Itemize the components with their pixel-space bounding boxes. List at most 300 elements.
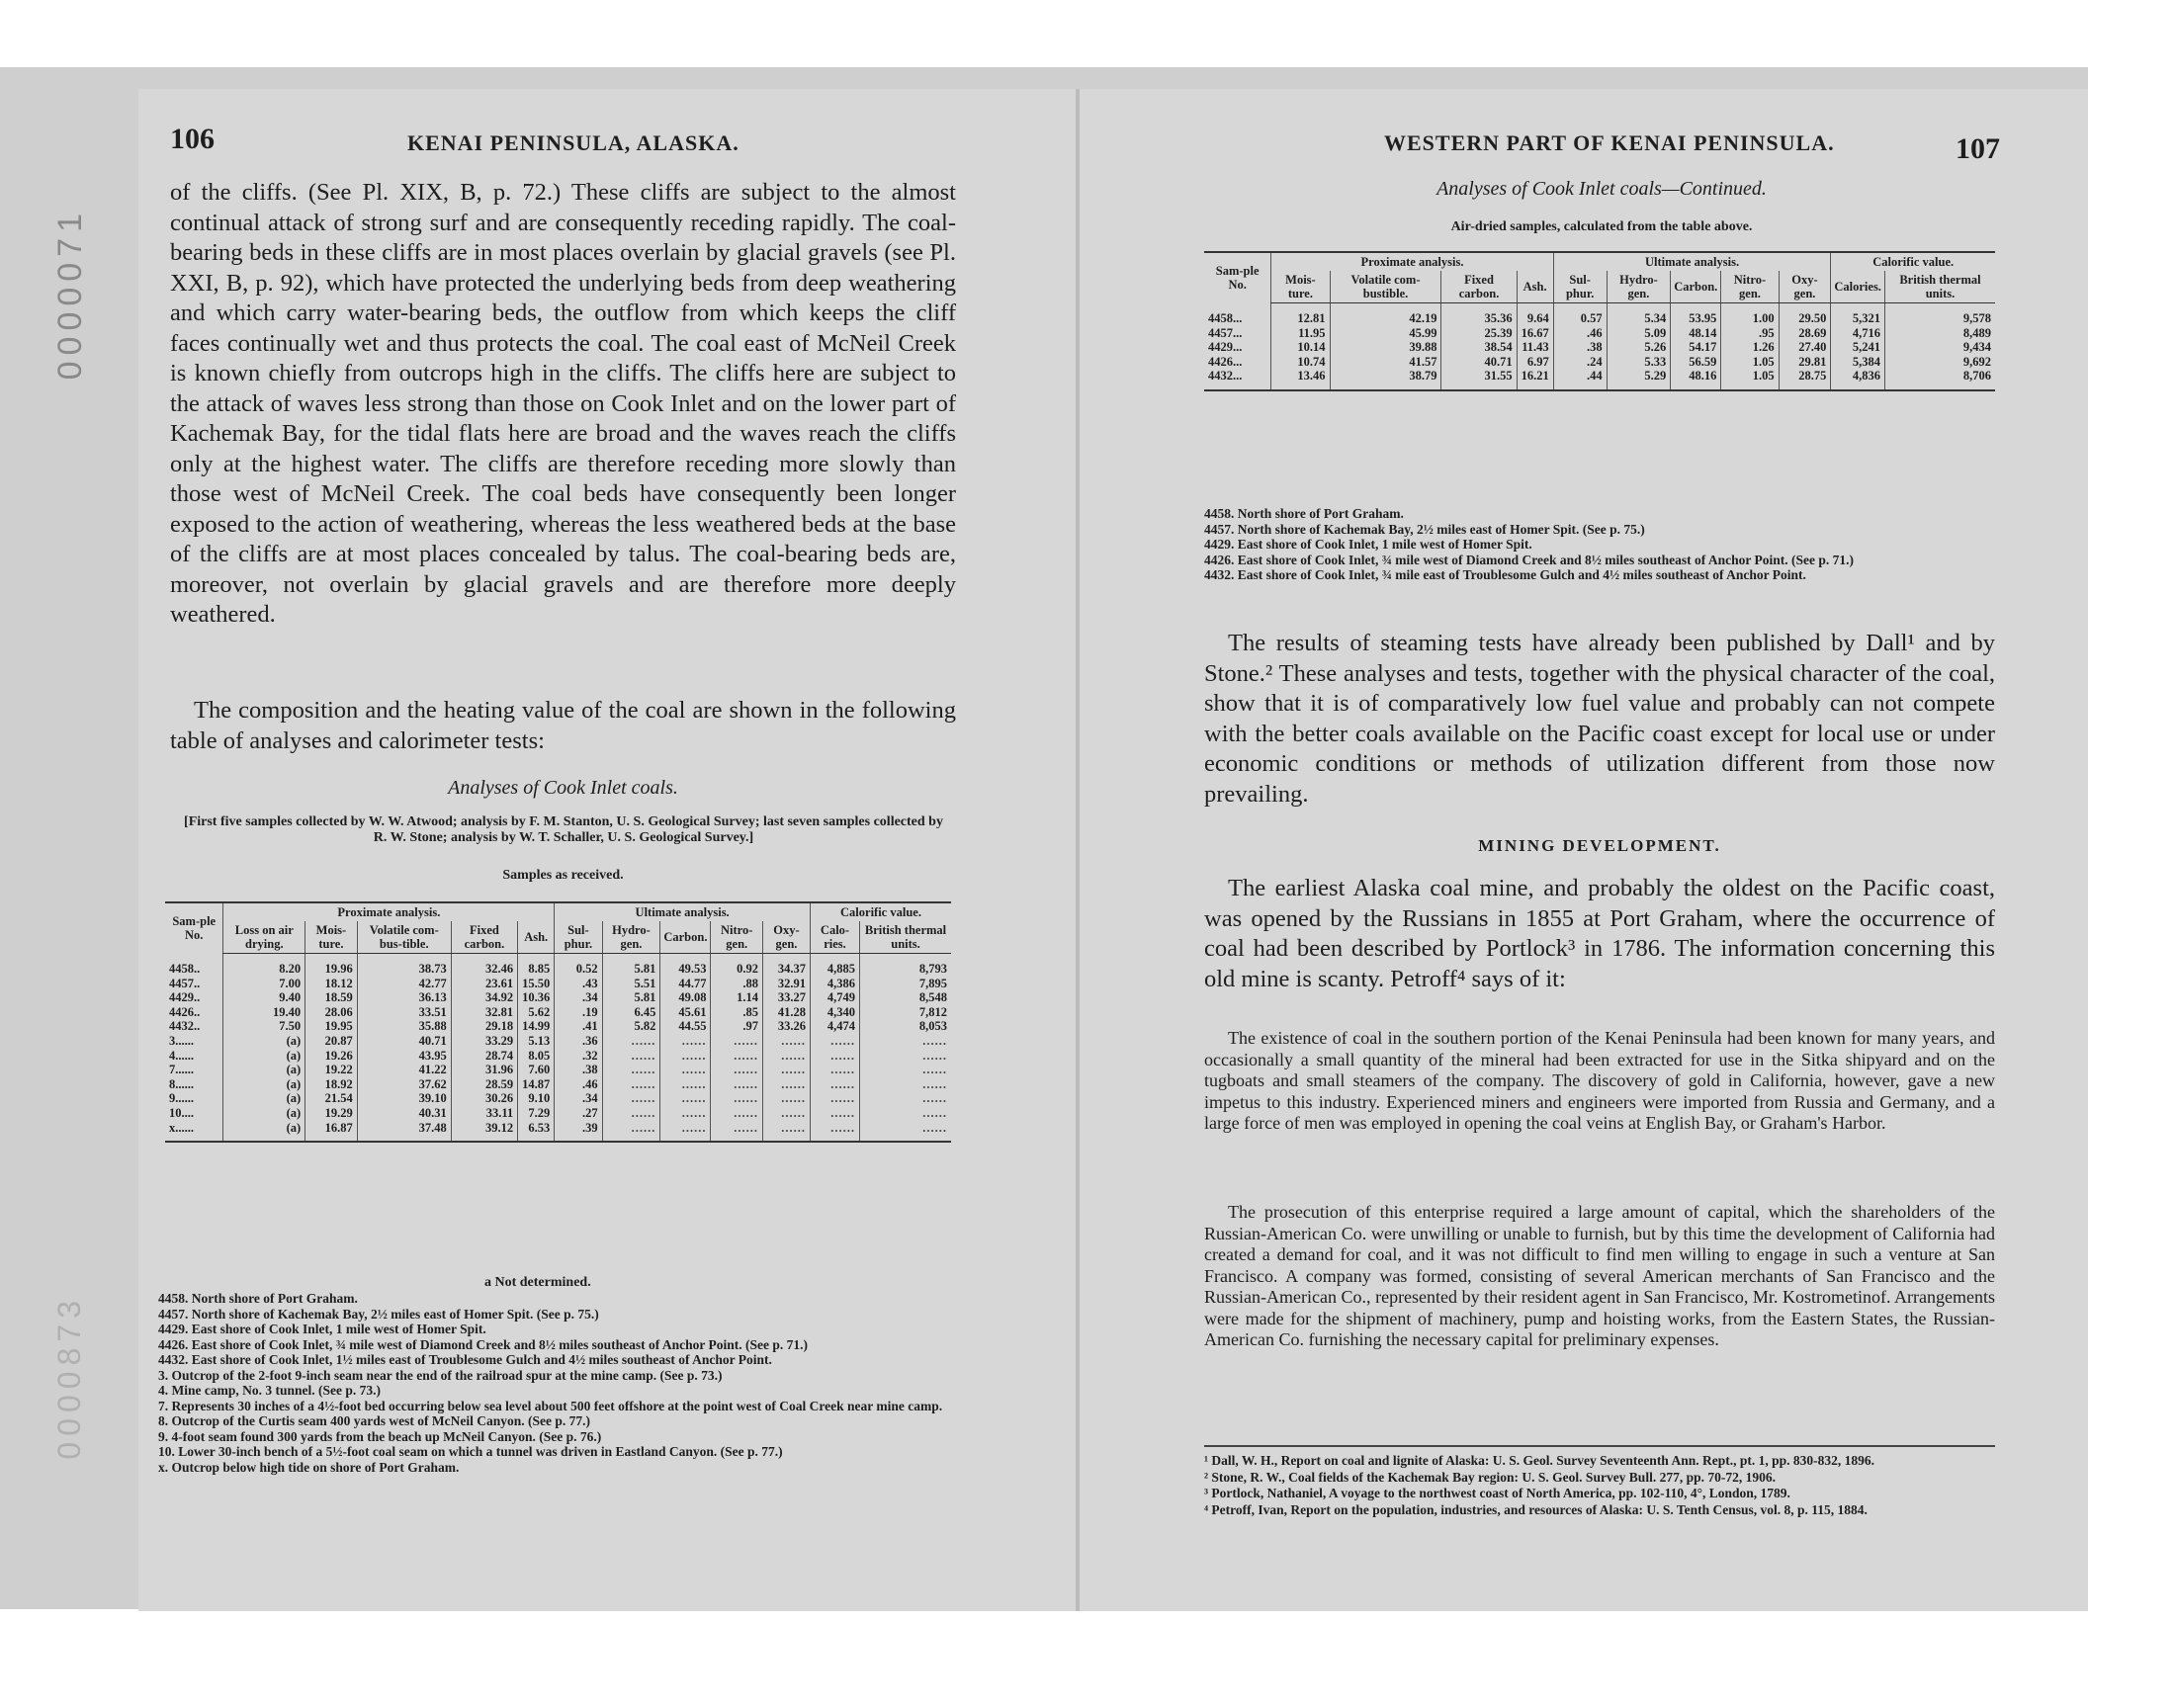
table-row — [1204, 369, 1995, 390]
sample-number-cell: 10.... — [169, 1105, 194, 1120]
table-cell: 8,053 — [860, 1019, 951, 1034]
group-header-calorific: Calorific value. — [810, 902, 951, 921]
table-cell: 0.52 — [555, 954, 602, 977]
table-cell: ...... — [660, 1121, 711, 1143]
table-cell: ...... — [762, 1106, 810, 1121]
quote-paragraph-2: The prosecution of this enterprise required a large amount of capital, which the shareholders of the Russian-American Co. were unwilling or unable to furnish, but by this time the development of California had created a demand for coal, and it was not difficult to find men willing to engage in such a venture at San Francisco. A company was formed, consisting of several American merchants of San Francisco and the Russian-American Co., represented by their resident agent in San Francisco, Mr. Kostrometinof. Arrangements were made for the shipment of machinery, pump and hoisting works, from the Eastern States, the Russian-American Co. furnishing the necessary capital for preliminary expenses. — [1204, 1202, 1995, 1349]
table-cell: 4,474 — [810, 1019, 859, 1034]
table-cell: 1.26 — [1721, 340, 1779, 355]
sample-number-cell: 4429... — [1208, 340, 1243, 355]
table-cell: (a) — [223, 1106, 305, 1121]
table-cell: 33.51 — [357, 1005, 451, 1020]
table-cell: 31.96 — [451, 1063, 517, 1077]
table-cell: 33.11 — [451, 1106, 517, 1121]
table-cell: ...... — [762, 1049, 810, 1064]
table-cell: ...... — [660, 1077, 711, 1092]
table-cell: 30.26 — [451, 1091, 517, 1106]
left-table-note: [First five samples collected by W. W. Atwood; analysis by F. M. Stanton, U. S. Geological Survey; last seven samples collected by R. W. Stone; analysis by W. T. Schaller, U. S. Geological Survey.] — [184, 814, 943, 845]
table-row — [165, 1019, 951, 1034]
table-cell: 11.43 — [1517, 340, 1553, 355]
sample-number-cell: 4426.. — [169, 1004, 201, 1019]
sample-number-cell: 7...... — [169, 1063, 194, 1077]
table-cell: 23.61 — [451, 977, 517, 991]
table-footnote: 4426. East shore of Cook Inlet, ¾ mile west of Diamond Creek and 8½ miles southeast of Anchor Point. (See p. 71.) — [158, 1336, 808, 1352]
table-cell: 9.40 — [223, 990, 305, 1005]
table-cell: 41.57 — [1330, 355, 1441, 370]
table-cell: 19.96 — [305, 954, 358, 977]
col-header: Loss on air drying. — [223, 921, 305, 954]
table-cell: 5.29 — [1607, 369, 1671, 390]
table-cell: 32.46 — [451, 954, 517, 977]
table-cell: 9.64 — [1517, 303, 1553, 326]
right-table-footnotes — [1204, 506, 1995, 583]
table-footnote: 4429. East shore of Cook Inlet, 1 mile west of Homer Spit. — [1204, 537, 1532, 552]
table-cell: ...... — [762, 1034, 810, 1049]
table-cell: 13.46 — [1271, 369, 1330, 390]
col-header: Hydro-gen. — [602, 921, 660, 954]
sample-number-cell: 4...... — [169, 1048, 194, 1063]
table-footnote: 3. Outcrop of the 2-foot 9-inch seam near the end of the railroad spur at the mine camp. (See p. 73.) — [158, 1367, 723, 1383]
col-header: Nitro-gen. — [1721, 271, 1779, 303]
table-cell: ...... — [762, 1077, 810, 1092]
table-cell: 1.05 — [1721, 369, 1779, 390]
group-header-calorific: Calorific value. — [1831, 252, 1995, 271]
table-cell: 4,716 — [1831, 326, 1885, 341]
table-cell: ...... — [711, 1049, 763, 1064]
table-cell: 9,578 — [1884, 303, 1995, 326]
col-header: Volatile com-bus-tible. — [357, 921, 451, 954]
table-cell: ...... — [810, 1034, 859, 1049]
sample-number-cell: 4426... — [1208, 354, 1243, 369]
not-determined-note: a Not determined. — [484, 1275, 591, 1290]
table-cell: 5.62 — [518, 1005, 555, 1020]
table-cell: 4,749 — [810, 990, 859, 1005]
reference-footnote: ⁴ Petroff, Ivan, Report on the population, industries, and resources of Alaska: U. S. Tenth Census, vol. 8, p. 115, 1884. — [1204, 1501, 1868, 1517]
table-cell: 19.22 — [305, 1063, 358, 1077]
table-cell: 10.14 — [1271, 340, 1330, 355]
table-cell: 35.36 — [1441, 303, 1517, 326]
table-cell: ...... — [810, 1063, 859, 1077]
sample-number-cell: 8...... — [169, 1076, 194, 1091]
table-cell: 38.54 — [1441, 340, 1517, 355]
table-cell: 28.59 — [451, 1077, 517, 1092]
table-cell: 33.26 — [762, 1019, 810, 1034]
table-cell: 5.13 — [518, 1034, 555, 1049]
table-cell: ...... — [810, 1049, 859, 1064]
table-cell: .46 — [1553, 326, 1607, 341]
right-page-number: 107 — [1956, 132, 2000, 165]
table-cell: 40.71 — [1441, 355, 1517, 370]
table-cell: 4,386 — [810, 977, 859, 991]
table-cell: 37.48 — [357, 1121, 451, 1143]
table-cell: 16.87 — [305, 1121, 358, 1143]
table-cell: 34.92 — [451, 990, 517, 1005]
table-cell: ...... — [711, 1121, 763, 1143]
col-header: Sul-phur. — [555, 921, 602, 954]
table-cell: .24 — [1553, 355, 1607, 370]
col-header: Carbon. — [660, 921, 711, 954]
table-cell: 43.95 — [357, 1049, 451, 1064]
table-cell: .39 — [555, 1121, 602, 1143]
table-cell: 5,384 — [1831, 355, 1885, 370]
table-row — [165, 1121, 951, 1143]
table-cell: 19.40 — [223, 1005, 305, 1020]
table-cell: ...... — [711, 1077, 763, 1092]
table-cell: 5,241 — [1831, 340, 1885, 355]
table-footnote: 8. Outcrop of the Curtis seam 400 yards west of McNeil Canyon. (See p. 77.) — [158, 1413, 590, 1428]
col-header: Nitro-gen. — [711, 921, 763, 954]
table-row — [165, 954, 951, 977]
table-footnote: 4432. East shore of Cook Inlet, ¾ mile east of Troublesome Gulch and 4½ miles southeast of Anchor Point. — [1204, 567, 1806, 582]
table-cell: ...... — [711, 1106, 763, 1121]
table-cell: 18.12 — [305, 977, 358, 991]
table-cell: (a) — [223, 1077, 305, 1092]
table-cell: 14.87 — [518, 1077, 555, 1092]
left-table-caption: Analyses of Cook Inlet coals. — [448, 777, 678, 799]
table-cell: 5.51 — [602, 977, 660, 991]
table-cell: ...... — [660, 1106, 711, 1121]
group-header-proximate: Proximate analysis. — [1271, 252, 1553, 271]
table-cell: 10.36 — [518, 990, 555, 1005]
table-cell: ...... — [711, 1091, 763, 1106]
table-cell: 32.91 — [762, 977, 810, 991]
margin-serial-top: 0000071 — [51, 208, 89, 381]
table-cell: .95 — [1721, 326, 1779, 341]
table-cell: ...... — [602, 1077, 660, 1092]
table-cell: 7.00 — [223, 977, 305, 991]
reference-footnote: ² Stone, R. W., Coal fields of the Kachemak Bay region: U. S. Geol. Survey Bull. 277, pp. 70-72, 1906. — [1204, 1469, 1776, 1485]
table-cell: 5,321 — [1831, 303, 1885, 326]
table-cell: 4,836 — [1831, 369, 1885, 390]
table-cell: 48.16 — [1671, 369, 1721, 390]
table-cell: 4,340 — [810, 1005, 859, 1020]
table-cell: 8,489 — [1884, 326, 1995, 341]
table-cell: 14.99 — [518, 1019, 555, 1034]
table-cell: 8.85 — [518, 954, 555, 977]
table-cell: 10.74 — [1271, 355, 1330, 370]
reference-footnote: ¹ Dall, W. H., Report on coal and lignite of Alaska: U. S. Geol. Survey Seventeenth Ann. Rept., pt. 1, pp. 830-832, 1896. — [1204, 1453, 1874, 1468]
table-footnote: 7. Represents 30 inches of a 4½-foot bed occurring below sea level about 500 feet offshore at the point west of Coal Creek near mine camp. — [158, 1398, 943, 1413]
sample-number-cell: 4458.. — [169, 961, 201, 976]
table-cell: ...... — [762, 1063, 810, 1077]
table-cell: ...... — [762, 1121, 810, 1143]
col-header-sample: Sam-ple No. — [165, 902, 223, 954]
table-cell: .34 — [555, 1091, 602, 1106]
group-header-ultimate: Ultimate analysis. — [1553, 252, 1831, 271]
table-cell: 29.50 — [1779, 303, 1831, 326]
table-row — [165, 1005, 951, 1020]
table-cell: 8,548 — [860, 990, 951, 1005]
table-cell: ...... — [810, 1091, 859, 1106]
table-cell: (a) — [223, 1121, 305, 1143]
table-cell: .38 — [1553, 340, 1607, 355]
table-cell: ...... — [810, 1077, 859, 1092]
table-row — [1204, 303, 1995, 326]
col-header: Ash. — [518, 921, 555, 954]
table-cell: 0.57 — [1553, 303, 1607, 326]
table-cell: 38.79 — [1330, 369, 1441, 390]
table-cell: 33.27 — [762, 990, 810, 1005]
table-cell: 8,793 — [860, 954, 951, 977]
table-cell: .43 — [555, 977, 602, 991]
table-cell: .46 — [555, 1077, 602, 1092]
table-cell: 8.20 — [223, 954, 305, 977]
table-cell: ...... — [711, 1034, 763, 1049]
table-cell: 9,692 — [1884, 355, 1995, 370]
table-cell: ...... — [602, 1106, 660, 1121]
table-cell: 42.19 — [1330, 303, 1441, 326]
table-cell: ...... — [602, 1091, 660, 1106]
table-cell: 1.14 — [711, 990, 763, 1005]
table-footnote: 4429. East shore of Cook Inlet, 1 mile west of Homer Spit. — [158, 1322, 486, 1336]
table-cell: 56.59 — [1671, 355, 1721, 370]
table-cell: 7.60 — [518, 1063, 555, 1077]
table-cell: 9,434 — [1884, 340, 1995, 355]
table-cell: 18.92 — [305, 1077, 358, 1092]
sample-number-cell: 9...... — [169, 1091, 194, 1106]
table-row — [165, 1077, 951, 1092]
table-cell: 16.21 — [1517, 369, 1553, 390]
table-cell: 49.08 — [660, 990, 711, 1005]
table-footnote: 10. Lower 30-inch bench of a 5½-foot coal seam on which a tunnel was driven in Eastland Canyon. (See p. 77.) — [158, 1444, 783, 1459]
table-cell: ...... — [860, 1106, 951, 1121]
left-paragraph-2: The composition and the heating value of the coal are shown in the following table of analyses and calorimeter tests: — [170, 697, 956, 754]
table-cell: .85 — [711, 1005, 763, 1020]
table-cell: 1.00 — [1721, 303, 1779, 326]
table-cell: ...... — [762, 1091, 810, 1106]
table-cell: ...... — [660, 1091, 711, 1106]
table-cell: ...... — [860, 1091, 951, 1106]
col-header: British thermal units. — [1884, 271, 1995, 303]
group-header-proximate: Proximate analysis. — [223, 902, 555, 921]
table-cell: 38.73 — [357, 954, 451, 977]
right-paragraph-2: The earliest Alaska coal mine, and probably the oldest on the Pacific coast, was opened by the Russians in 1855 at Port Graham, where the occurrence of coal had been described by Portlock³ in 1786. The information concerning this old mine is scanty. Petroff⁴ says of it: — [1204, 875, 1995, 992]
table-cell: 5.26 — [1607, 340, 1671, 355]
table-cell: 36.13 — [357, 990, 451, 1005]
table-cell: 7.50 — [223, 1019, 305, 1034]
table-footnote: 4458. North shore of Port Graham. — [158, 1291, 358, 1306]
table-cell: ...... — [602, 1121, 660, 1143]
table-footnote: 4. Mine camp, No. 3 tunnel. (See p. 73.) — [158, 1383, 381, 1398]
table-footnote: 9. 4-foot seam found 300 yards from the beach up McNeil Canyon. (See p. 76.) — [158, 1428, 602, 1444]
sample-number-cell: 4458... — [1208, 310, 1243, 325]
table-cell: ...... — [860, 1049, 951, 1064]
col-header: Volatile com-bustible. — [1330, 271, 1441, 303]
table-cell: 5.34 — [1607, 303, 1671, 326]
table-cell: 48.14 — [1671, 326, 1721, 341]
left-table-footnotes — [158, 1291, 959, 1475]
left-running-head: KENAI PENINSULA, ALASKA. — [407, 130, 740, 155]
col-header: Hydro-gen. — [1607, 271, 1671, 303]
right-paragraph-1: The results of steaming tests have already been published by Dall¹ and by Stone.² These analyses and tests, together with the physical character of the coal, show that it is of comparatively low fuel value and probably can not compete with the better coals available on the Pacific coast except for local use or under economic conditions or methods of utilization different from those now prevailing. — [1204, 630, 1995, 808]
table-cell: 8,706 — [1884, 369, 1995, 390]
table-cell: 21.54 — [305, 1091, 358, 1106]
table-cell: ...... — [660, 1049, 711, 1064]
table-cell: 6.53 — [518, 1121, 555, 1143]
table-cell: ...... — [660, 1063, 711, 1077]
table-cell: 6.45 — [602, 1005, 660, 1020]
table-cell: 4,885 — [810, 954, 859, 977]
table-cell: 19.26 — [305, 1049, 358, 1064]
table-row — [165, 1091, 951, 1106]
right-table-caption: Analyses of Cook Inlet coals—Continued. — [1436, 178, 1767, 200]
table-row — [165, 1106, 951, 1121]
table-row — [165, 1063, 951, 1077]
table-cell: ...... — [602, 1063, 660, 1077]
table-cell: 7,812 — [860, 1005, 951, 1020]
table-cell: 53.95 — [1671, 303, 1721, 326]
table-cell: ...... — [810, 1121, 859, 1143]
table-cell: 45.99 — [1330, 326, 1441, 341]
table-cell: .44 — [1553, 369, 1607, 390]
table-cell: ...... — [602, 1049, 660, 1064]
col-header: Oxy-gen. — [762, 921, 810, 954]
table-cell: 40.71 — [357, 1034, 451, 1049]
table-cell: .32 — [555, 1049, 602, 1064]
sample-number-cell: 4432... — [1204, 369, 1271, 390]
table-cell: 9.10 — [518, 1091, 555, 1106]
table-cell: 8.05 — [518, 1049, 555, 1064]
table-cell: ...... — [810, 1106, 859, 1121]
table-row — [165, 1034, 951, 1049]
table-cell: 39.10 — [357, 1091, 451, 1106]
table-cell: .36 — [555, 1034, 602, 1049]
table-cell: 33.29 — [451, 1034, 517, 1049]
table-cell: 40.31 — [357, 1106, 451, 1121]
col-header: Ash. — [1517, 271, 1553, 303]
table-cell: 39.88 — [1330, 340, 1441, 355]
table-cell: ...... — [860, 1063, 951, 1077]
table-cell: ...... — [860, 1034, 951, 1049]
table-cell: 45.61 — [660, 1005, 711, 1020]
sample-number-cell: 3...... — [169, 1033, 194, 1048]
table-cell: 34.37 — [762, 954, 810, 977]
table-cell: 42.77 — [357, 977, 451, 991]
footnote-rule — [1204, 1445, 1995, 1447]
left-paragraph-1: of the cliffs. (See Pl. XIX, B, p. 72.) These cliffs are subject to the almost continual attack of strong surf and are consequently receding rapidly. The coal-bearing beds in these cliffs are in most places overlain by glacial gravels (see Pl. XXI, B, p. 92), which have protected the underlying beds from deep weathering and which carry water-bearing beds, the outflow from which keeps the cliff faces continually wet and thus protects the coal. The coal east of McNeil Creek is known chiefly from outcrops high in the cliffs. The cliffs here are subject to the attack of waves less strong than those on Cook Inlet and on the lower part of Kachemak Bay, for the tidal flats here are broad and the waves reach the cliffs only at the highest water. The cliffs are therefore receding more slowly than those west of McNeil Creek. The coal beds have consequently been longer exposed to the action of weathering, whereas the less weathered beds at the base of the cliffs are at most places concealed by talus. The coal-bearing beds are, moreover, not overlain by glacial gravels and are therefore more deeply weathered. — [170, 179, 956, 628]
table-cell: 27.40 — [1779, 340, 1831, 355]
table-cell: (a) — [223, 1034, 305, 1049]
table-row — [1204, 340, 1995, 355]
table-cell: 32.81 — [451, 1005, 517, 1020]
right-table-subcaption: Air-dried samples, calculated from the table above. — [1450, 219, 1753, 234]
table-cell: 35.88 — [357, 1019, 451, 1034]
table-cell: .27 — [555, 1106, 602, 1121]
col-header: Carbon. — [1671, 271, 1721, 303]
table-row — [165, 990, 951, 1005]
sample-number-cell: 4432.. — [169, 1019, 201, 1034]
table-row — [1204, 326, 1995, 341]
table-cell: 5.81 — [602, 990, 660, 1005]
quote-paragraph-1: The existence of coal in the southern portion of the Kenai Peninsula had been known for many years, and occasionally a small quantity of the mineral had been extracted for use in the Sitka shipyard and on the tugboats and small steamers of the company. The discovery of gold in California, however, gave a new impetus to this industry. Experienced miners and engineers were imported from Russia and Germany, and a large force of men was employed in opening the coal veins at English Bay, or Graham's Harbor. — [1204, 1028, 1995, 1133]
group-header-ultimate: Ultimate analysis. — [555, 902, 811, 921]
table-cell: 5.33 — [1607, 355, 1671, 370]
sample-number-cell: 4457... — [1208, 325, 1243, 340]
table-row — [1204, 355, 1995, 370]
table-cell: ...... — [860, 1077, 951, 1092]
table-cell: 0.92 — [711, 954, 763, 977]
table-cell: 28.69 — [1779, 326, 1831, 341]
table-cell: ...... — [660, 1034, 711, 1049]
table-cell: 20.87 — [305, 1034, 358, 1049]
table-cell: 49.53 — [660, 954, 711, 977]
table-cell: 44.55 — [660, 1019, 711, 1034]
col-header: British thermal units. — [860, 921, 951, 954]
left-table-subcaption: Samples as received. — [502, 868, 624, 883]
table-cell: 7,895 — [860, 977, 951, 991]
table-cell: 18.59 — [305, 990, 358, 1005]
table-cell: 19.29 — [305, 1106, 358, 1121]
col-header: Oxy-gen. — [1779, 271, 1831, 303]
table-cell: 15.50 — [518, 977, 555, 991]
sample-number-cell: 4457.. — [169, 976, 201, 990]
table-cell: 5.09 — [1607, 326, 1671, 341]
col-header: Mois-ture. — [305, 921, 358, 954]
table-footnote: 4458. North shore of Port Graham. — [1204, 506, 1404, 521]
table-cell: 41.22 — [357, 1063, 451, 1077]
table-cell: 54.17 — [1671, 340, 1721, 355]
table-cell: ...... — [602, 1034, 660, 1049]
table-cell: 19.95 — [305, 1019, 358, 1034]
table-cell: ...... — [711, 1063, 763, 1077]
table-footnote: x. Outcrop below high tide on shore of Port Graham. — [158, 1459, 460, 1475]
table-cell: 12.81 — [1271, 303, 1330, 326]
table-cell: 5.82 — [602, 1019, 660, 1034]
right-analysis-table — [1204, 251, 1995, 391]
sample-number-cell: 4429.. — [169, 990, 201, 1005]
table-cell: 28.06 — [305, 1005, 358, 1020]
table-cell: (a) — [223, 1049, 305, 1064]
table-cell: 44.77 — [660, 977, 711, 991]
col-header: Fixed carbon. — [1441, 271, 1517, 303]
table-cell: .38 — [555, 1063, 602, 1077]
table-cell: 31.55 — [1441, 369, 1517, 390]
table-row — [165, 977, 951, 991]
section-heading: MINING DEVELOPMENT. — [1478, 836, 1721, 855]
col-header: Mois-ture. — [1271, 271, 1330, 303]
table-cell: 6.97 — [1517, 355, 1553, 370]
table-cell: ...... — [860, 1121, 951, 1143]
left-analysis-table — [165, 901, 951, 1143]
table-cell: .41 — [555, 1019, 602, 1034]
table-cell: 5.81 — [602, 954, 660, 977]
table-cell: .19 — [555, 1005, 602, 1020]
left-page-number: 106 — [170, 123, 215, 155]
sample-number-cell: x...... — [165, 1121, 223, 1143]
table-cell: 29.18 — [451, 1019, 517, 1034]
table-cell: 41.28 — [762, 1005, 810, 1020]
table-cell: 37.62 — [357, 1077, 451, 1092]
table-cell: 1.05 — [1721, 355, 1779, 370]
table-cell: 25.39 — [1441, 326, 1517, 341]
table-cell: .97 — [711, 1019, 763, 1034]
table-footnote: 4426. East shore of Cook Inlet, ¾ mile west of Diamond Creek and 8½ miles southeast of Anchor Point. (See p. 71.) — [1204, 552, 1854, 567]
table-footnote: 4432. East shore of Cook Inlet, 1½ miles east of Troublesome Gulch and 4½ miles southeast of Anchor Point. — [158, 1352, 772, 1367]
margin-serial-bottom: 0000873 — [51, 1295, 87, 1460]
table-cell: 7.29 — [518, 1106, 555, 1121]
table-cell: 28.74 — [451, 1049, 517, 1064]
table-cell: 11.95 — [1271, 326, 1330, 341]
table-cell: 39.12 — [451, 1121, 517, 1143]
table-cell: 29.81 — [1779, 355, 1831, 370]
col-header: Calories. — [1831, 271, 1885, 303]
table-footnote: 4457. North shore of Kachemak Bay, 2½ miles east of Homer Spit. (See p. 75.) — [1204, 521, 1645, 537]
col-header: Fixed carbon. — [451, 921, 517, 954]
table-cell: 28.75 — [1779, 369, 1831, 390]
col-header-sample: Sam-ple No. — [1204, 252, 1271, 303]
table-footnote: 4457. North shore of Kachemak Bay, 2½ miles east of Homer Spit. (See p. 75.) — [158, 1306, 599, 1322]
reference-footnote: ³ Portlock, Nathaniel, A voyage to the northwest coast of North America, pp. 102-110, 4°, London, 1789. — [1204, 1486, 1790, 1500]
